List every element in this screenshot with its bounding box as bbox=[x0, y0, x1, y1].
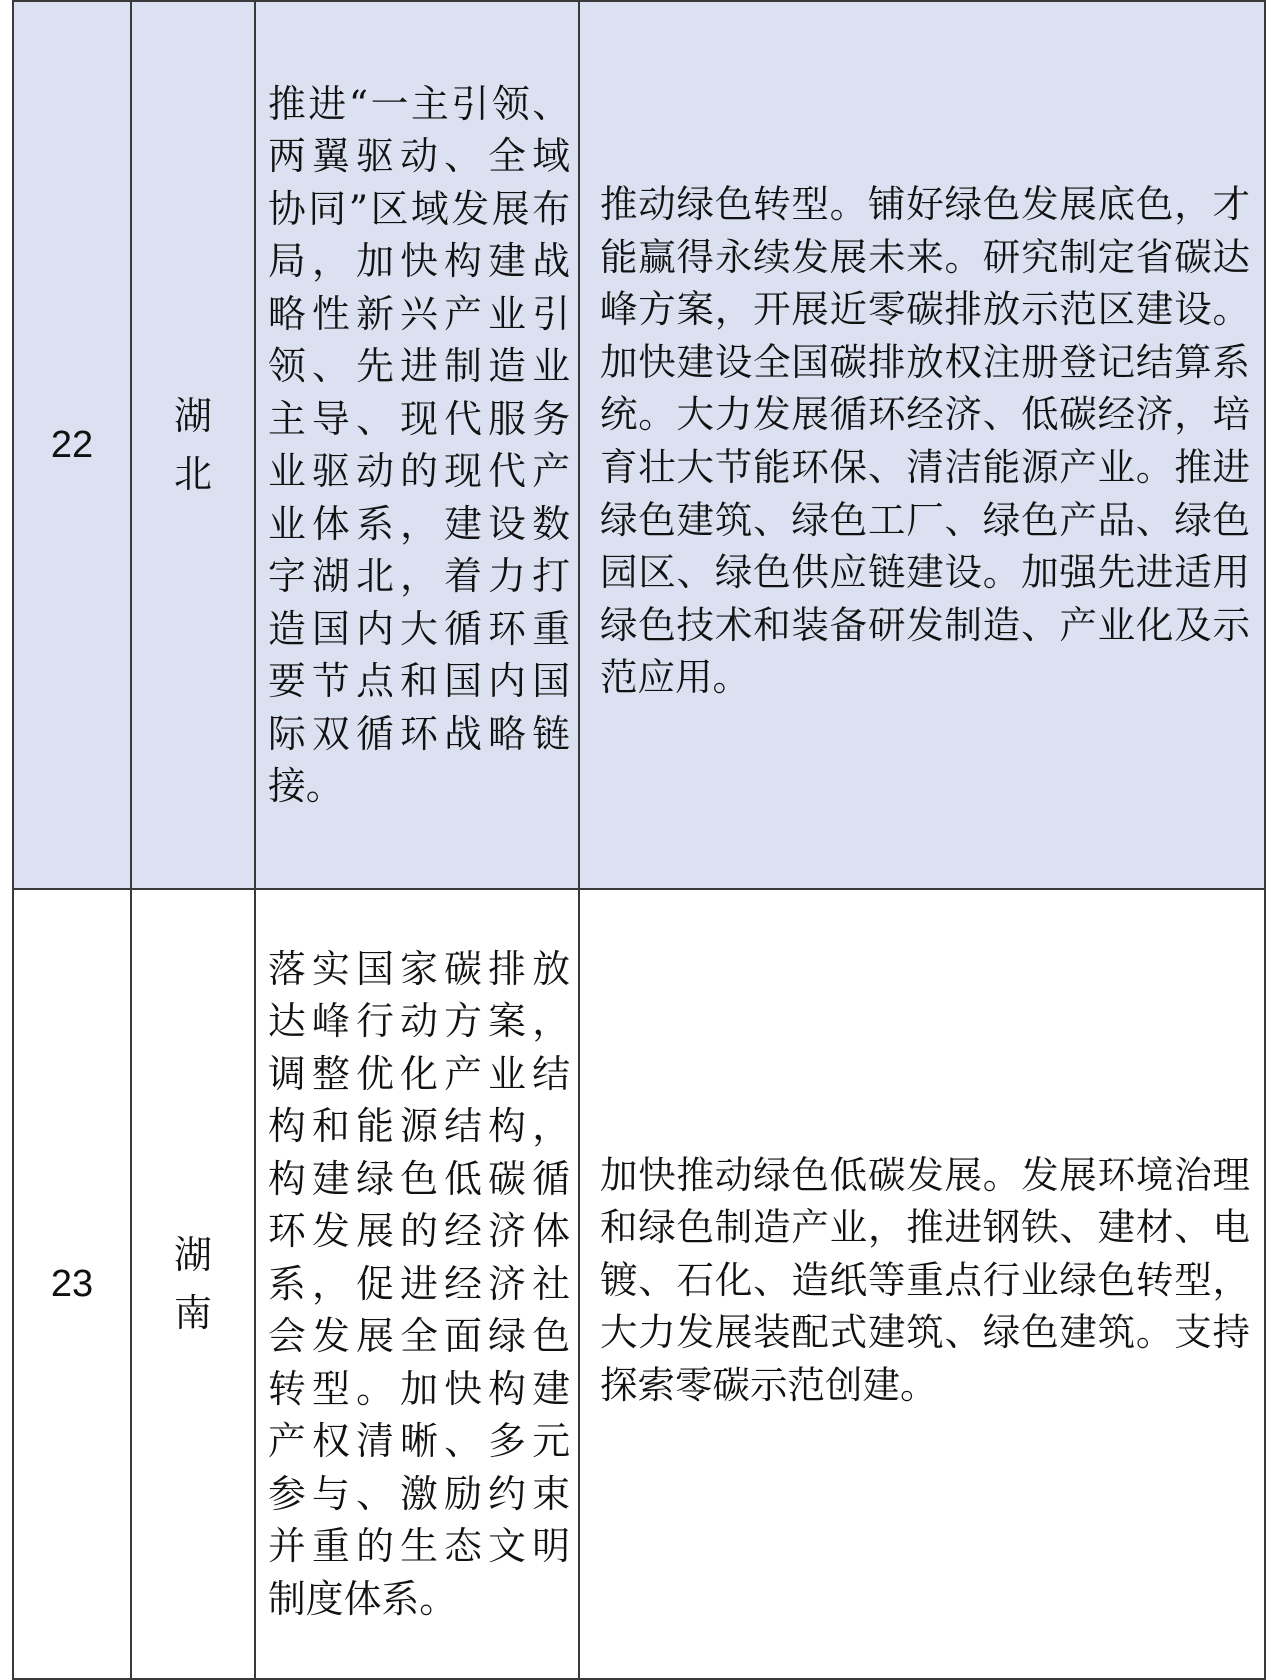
table-row-hubei bbox=[13, 1, 1265, 889]
row-number-cell bbox=[13, 1, 131, 889]
summary-cell bbox=[255, 1, 579, 889]
measures-text: 加快推动绿色低碳发展。发展环境治理和绿色制造产业，推进钢铁、建材、电镀、石化、造纸等重点行业绿色转型，大力发展装配式建筑、绿色建筑。支持探索零碳示范创建。 bbox=[600, 1152, 1250, 1407]
policy-table bbox=[12, 0, 1266, 1680]
province-name: 湖南 bbox=[173, 1233, 212, 1335]
row-number: 22 bbox=[50, 423, 94, 466]
measures-cell bbox=[579, 889, 1265, 1679]
summary-text: 落实国家碳排放达峰行动方案，调整优化产业结构和能源结构，构建绿色低碳循环发展的经济体系，促进经济社会发展全面绿色转型。加快构建产权清晰、多元参与、激励约束并重的生态文明制度体系。 bbox=[268, 946, 570, 1621]
row-number-cell bbox=[13, 889, 131, 1679]
table-row-hunan bbox=[13, 889, 1265, 1679]
province-name: 湖北 bbox=[173, 394, 212, 496]
province-cell bbox=[131, 889, 255, 1679]
summary-text: 推进“一主引领、两翼驱动、全域协同”区域发展布局，加快构建战略性新兴产业引领、先进制造业主导、现代服务业驱动的现代产业体系，建设数字湖北，着力打造国内大循环重要节点和国内国际双循环战略链接。 bbox=[268, 81, 570, 808]
measures-cell bbox=[579, 1, 1265, 889]
summary-cell bbox=[255, 889, 579, 1679]
measures-text: 推动绿色转型。铺好绿色发展底色，才能赢得永续发展未来。研究制定省碳达峰方案，开展近零碳排放示范区建设。加快建设全国碳排放权注册登记结算系统。大力发展循环经济、低碳经济，培育壮大节能环保、清洁能源产业。推进绿色建筑、绿色工厂、绿色产品、绿色园区、绿色供应链建设。加强先进适用绿色技术和装备研发制造、产业化及示范应用。 bbox=[600, 182, 1250, 700]
province-cell bbox=[131, 1, 255, 889]
row-number: 23 bbox=[50, 1262, 94, 1305]
